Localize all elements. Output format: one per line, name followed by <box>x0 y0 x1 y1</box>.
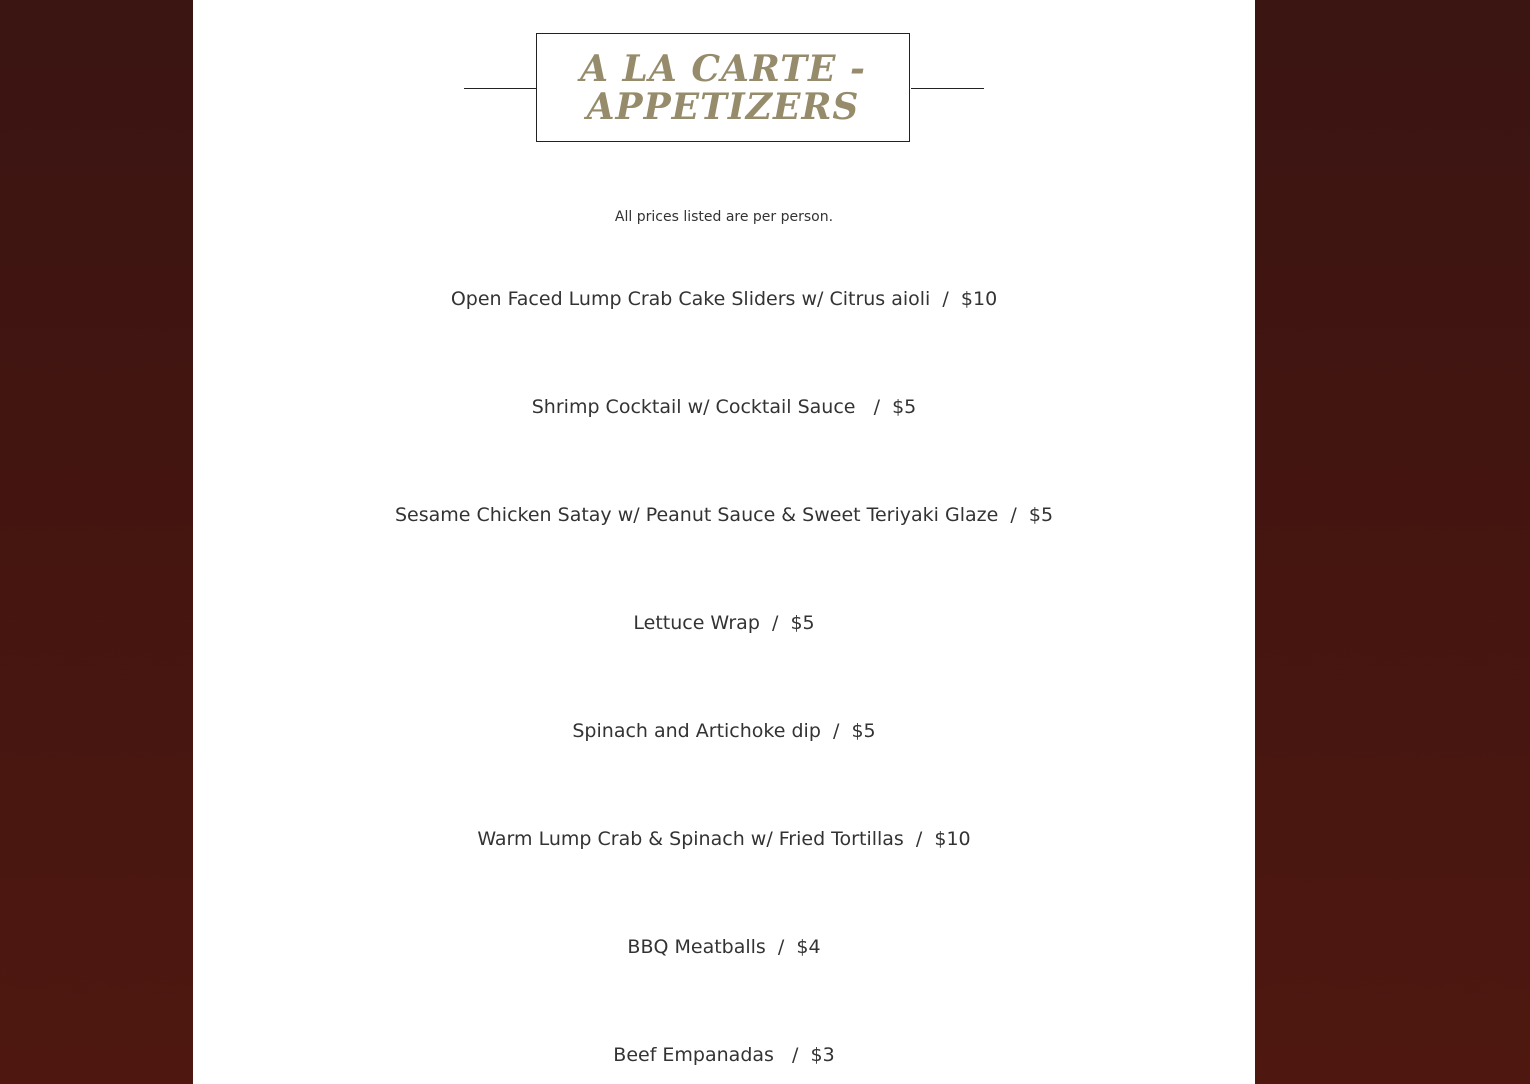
menu-item-beef-empanadas: Beef Empanadas / $3 <box>613 1044 835 1066</box>
menu-item-crab-cake-sliders: Open Faced Lump Crab Cake Sliders w/ Citrus aioli / $10 <box>450 288 998 310</box>
menu-item-spinach-artichoke-dip: Spinach and Artichoke dip / $5 <box>572 720 876 742</box>
title-divider-right <box>911 88 984 89</box>
title-frame <box>536 33 910 142</box>
title-section <box>193 33 1255 144</box>
menu-item-chicken-satay: Sesame Chicken Satay w/ Peanut Sauce & Sweet Teriyaki Glaze / $5 <box>394 504 1054 526</box>
menu-item-bbq-meatballs: BBQ Meatballs / $4 <box>627 936 821 958</box>
menu-list <box>193 286 1255 1084</box>
page-title: A LA CARTE - APPETIZERS <box>580 47 866 128</box>
title-divider-left <box>464 88 536 89</box>
price-note: All prices listed are per person. <box>614 209 834 225</box>
menu-page-panel <box>193 0 1255 1084</box>
menu-item-shrimp-cocktail: Shrimp Cocktail w/ Cocktail Sauce / $5 <box>531 396 917 418</box>
menu-item-lettuce-wrap: Lettuce Wrap / $5 <box>633 612 815 634</box>
menu-item-warm-lump-crab: Warm Lump Crab & Spinach w/ Fried Tortillas / $10 <box>477 828 971 850</box>
